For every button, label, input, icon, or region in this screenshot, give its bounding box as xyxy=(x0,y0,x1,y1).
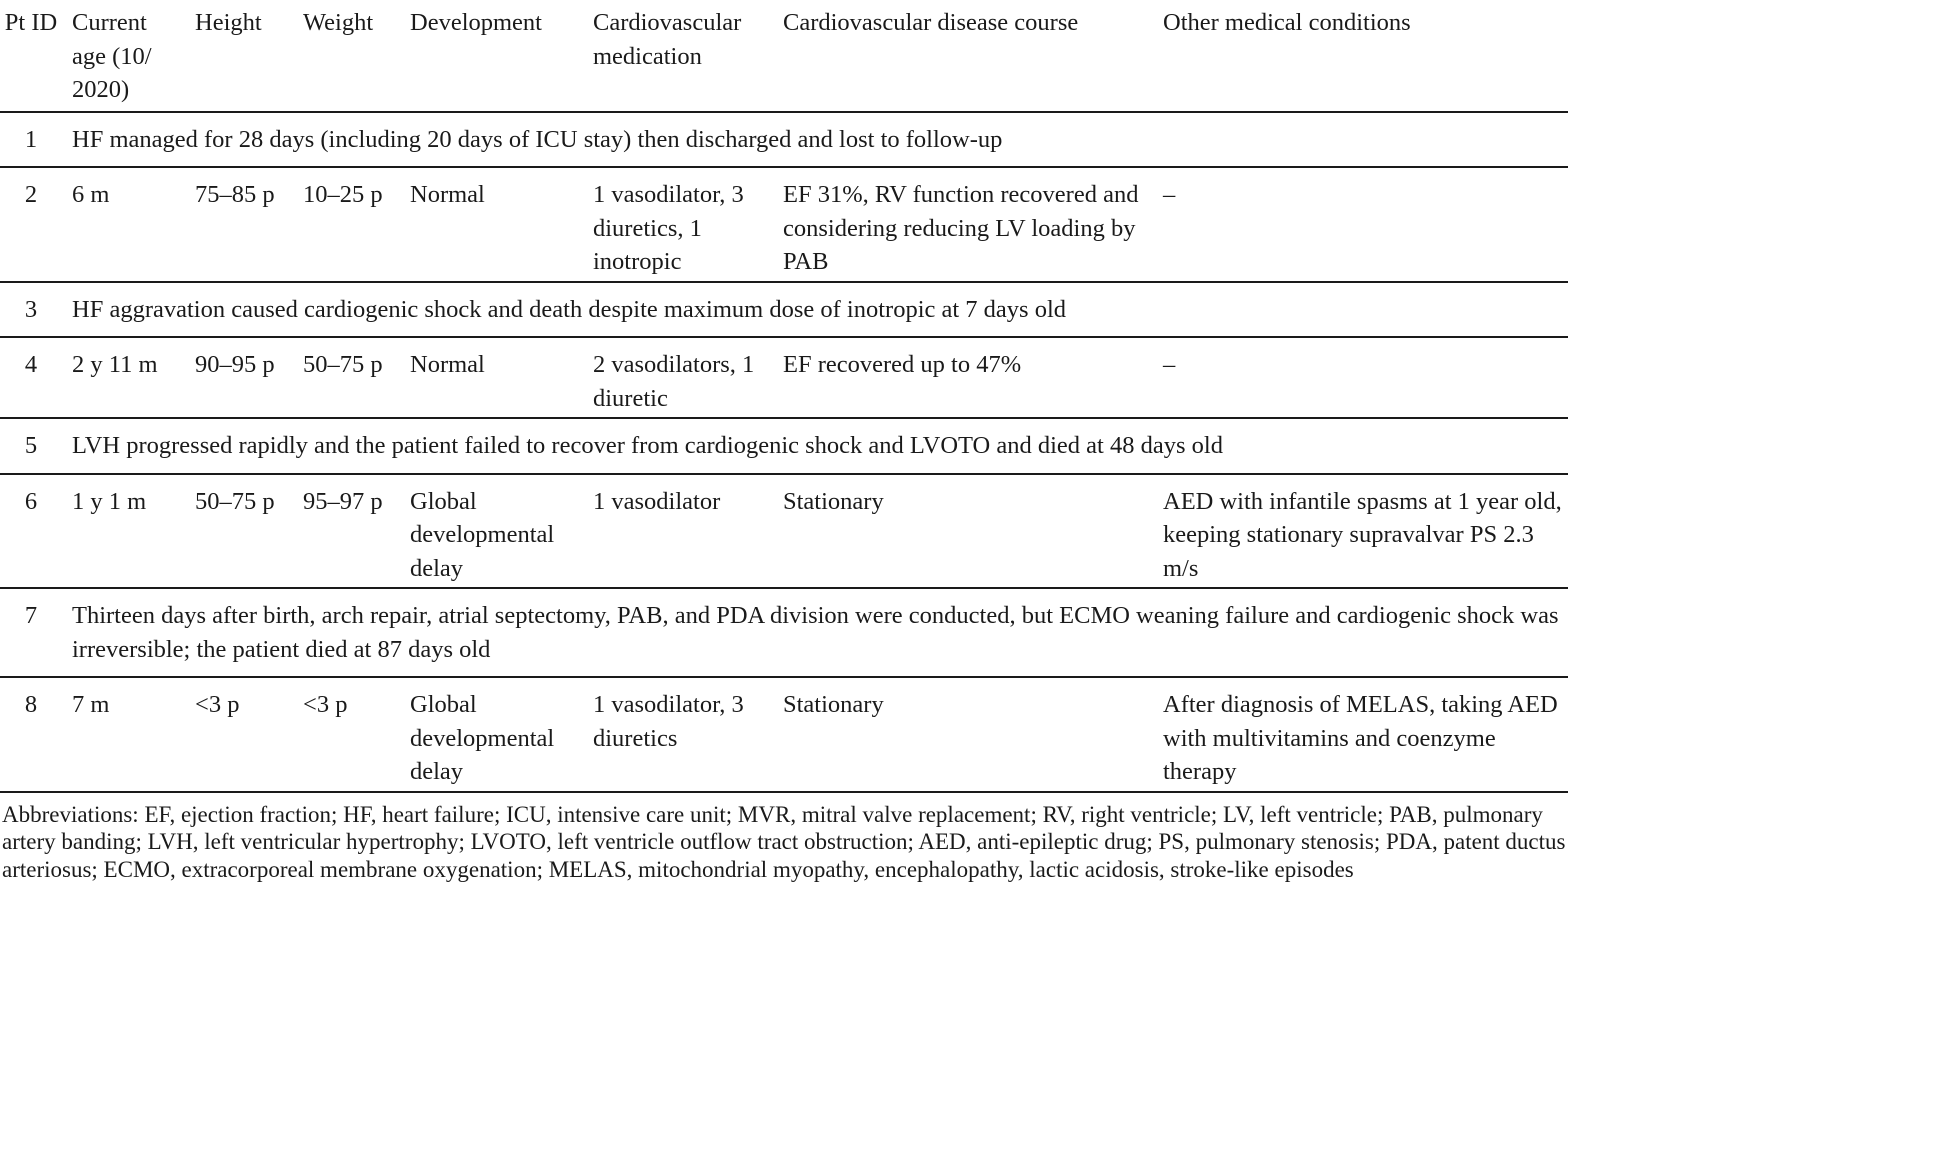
header-other-medical-conditions: Other medical conditions xyxy=(1153,0,1568,112)
cell-outcome-summary: HF managed for 28 days (including 20 days of ICU stay) then discharged and lost to follow-up xyxy=(62,112,1568,168)
cell-height: 90–95 p xyxy=(185,337,293,418)
cell-pt-id: 2 xyxy=(0,167,62,282)
cell-cardiovascular-medication: 1 vasodilator, 3 diuretics, 1 inotropic xyxy=(583,167,773,282)
table-body xyxy=(0,112,1568,792)
cell-weight: 50–75 p xyxy=(293,337,400,418)
cell-cardiovascular-disease-course: Stationary xyxy=(773,677,1153,792)
cell-current-age: 1 y 1 m xyxy=(62,474,185,589)
cell-pt-id: 8 xyxy=(0,677,62,792)
header-weight: Weight xyxy=(293,0,400,112)
cell-pt-id: 1 xyxy=(0,112,62,168)
abbreviations-footnote: Abbreviations: EF, ejection fraction; HF, heart failure; ICU, intensive care unit; MVR, mitral valve replacement; RV, right ventricle; LV, left ventricle; PAB, pulmonary artery banding; LVH, left ventricular hypertrophy; LVOTO, left ventricle outflow tract obstruction; AED, anti-epileptic drug; PS, pulmonary stenosis; PDA, patent ductus arteriosus; ECMO, extracorporeal membrane oxygenation; MELAS, mitochondrial myopathy, encephalopathy, lactic acidosis, stroke-like episodes xyxy=(2,801,1566,882)
cell-height: 75–85 p xyxy=(185,167,293,282)
cell-current-age: 6 m xyxy=(62,167,185,282)
cell-other-medical-conditions: – xyxy=(1153,337,1568,418)
cell-weight: 10–25 p xyxy=(293,167,400,282)
cell-weight: <3 p xyxy=(293,677,400,792)
cell-outcome-summary: LVH progressed rapidly and the patient failed to recover from cardiogenic shock and LVOTO and died at 48 days old xyxy=(62,418,1568,474)
header-pt-id: Pt ID xyxy=(0,0,62,112)
table-row xyxy=(0,677,1568,792)
header-row xyxy=(0,0,1568,112)
table-row xyxy=(0,418,1568,474)
table-row xyxy=(0,112,1568,168)
cell-other-medical-conditions: After diagnosis of MELAS, taking AED with multivitamins and coenzyme therapy xyxy=(1153,677,1568,792)
cell-development: Normal xyxy=(400,167,583,282)
cell-outcome-summary: Thirteen days after birth, arch repair, atrial septectomy, PAB, and PDA division were conducted, but ECMO weaning failure and cardiogenic shock was irreversible; the patient died at 87 days old xyxy=(62,588,1568,677)
table-row xyxy=(0,588,1568,677)
cell-development: Global developmental delay xyxy=(400,677,583,792)
cell-cardiovascular-medication: 1 vasodilator xyxy=(583,474,773,589)
cell-weight: 95–97 p xyxy=(293,474,400,589)
cell-current-age: 2 y 11 m xyxy=(62,337,185,418)
cell-pt-id: 7 xyxy=(0,588,62,677)
cell-current-age: 7 m xyxy=(62,677,185,792)
cell-pt-id: 4 xyxy=(0,337,62,418)
header-height: Height xyxy=(185,0,293,112)
cell-pt-id: 5 xyxy=(0,418,62,474)
header-cardiovascular-disease-course: Cardiovascular disease course xyxy=(773,0,1153,112)
header-current-age: Current age (10/ 2020) xyxy=(62,0,185,112)
cell-cardiovascular-medication: 1 vasodilator, 3 diuretics xyxy=(583,677,773,792)
cell-cardiovascular-medication: 2 vasodilators, 1 diuretic xyxy=(583,337,773,418)
cell-development: Global developmental delay xyxy=(400,474,583,589)
cell-cardiovascular-disease-course: EF recovered up to 47% xyxy=(773,337,1153,418)
header-development: Development xyxy=(400,0,583,112)
header-cardiovascular-medication: Cardiovascular medication xyxy=(583,0,773,112)
cell-other-medical-conditions: – xyxy=(1153,167,1568,282)
table-row xyxy=(0,167,1568,282)
table-row xyxy=(0,337,1568,418)
cell-other-medical-conditions: AED with infantile spasms at 1 year old, keeping stationary supravalvar PS 2.3 m/s xyxy=(1153,474,1568,589)
table-row xyxy=(0,282,1568,338)
cell-cardiovascular-disease-course: Stationary xyxy=(773,474,1153,589)
cell-height: 50–75 p xyxy=(185,474,293,589)
cell-pt-id: 6 xyxy=(0,474,62,589)
cell-development: Normal xyxy=(400,337,583,418)
cell-height: <3 p xyxy=(185,677,293,792)
cell-outcome-summary: HF aggravation caused cardiogenic shock and death despite maximum dose of inotropic at 7 days old xyxy=(62,282,1568,338)
table-row xyxy=(0,474,1568,589)
table-header xyxy=(0,0,1568,112)
cell-cardiovascular-disease-course: EF 31%, RV function recovered and considering reducing LV loading by PAB xyxy=(773,167,1153,282)
cell-pt-id: 3 xyxy=(0,282,62,338)
